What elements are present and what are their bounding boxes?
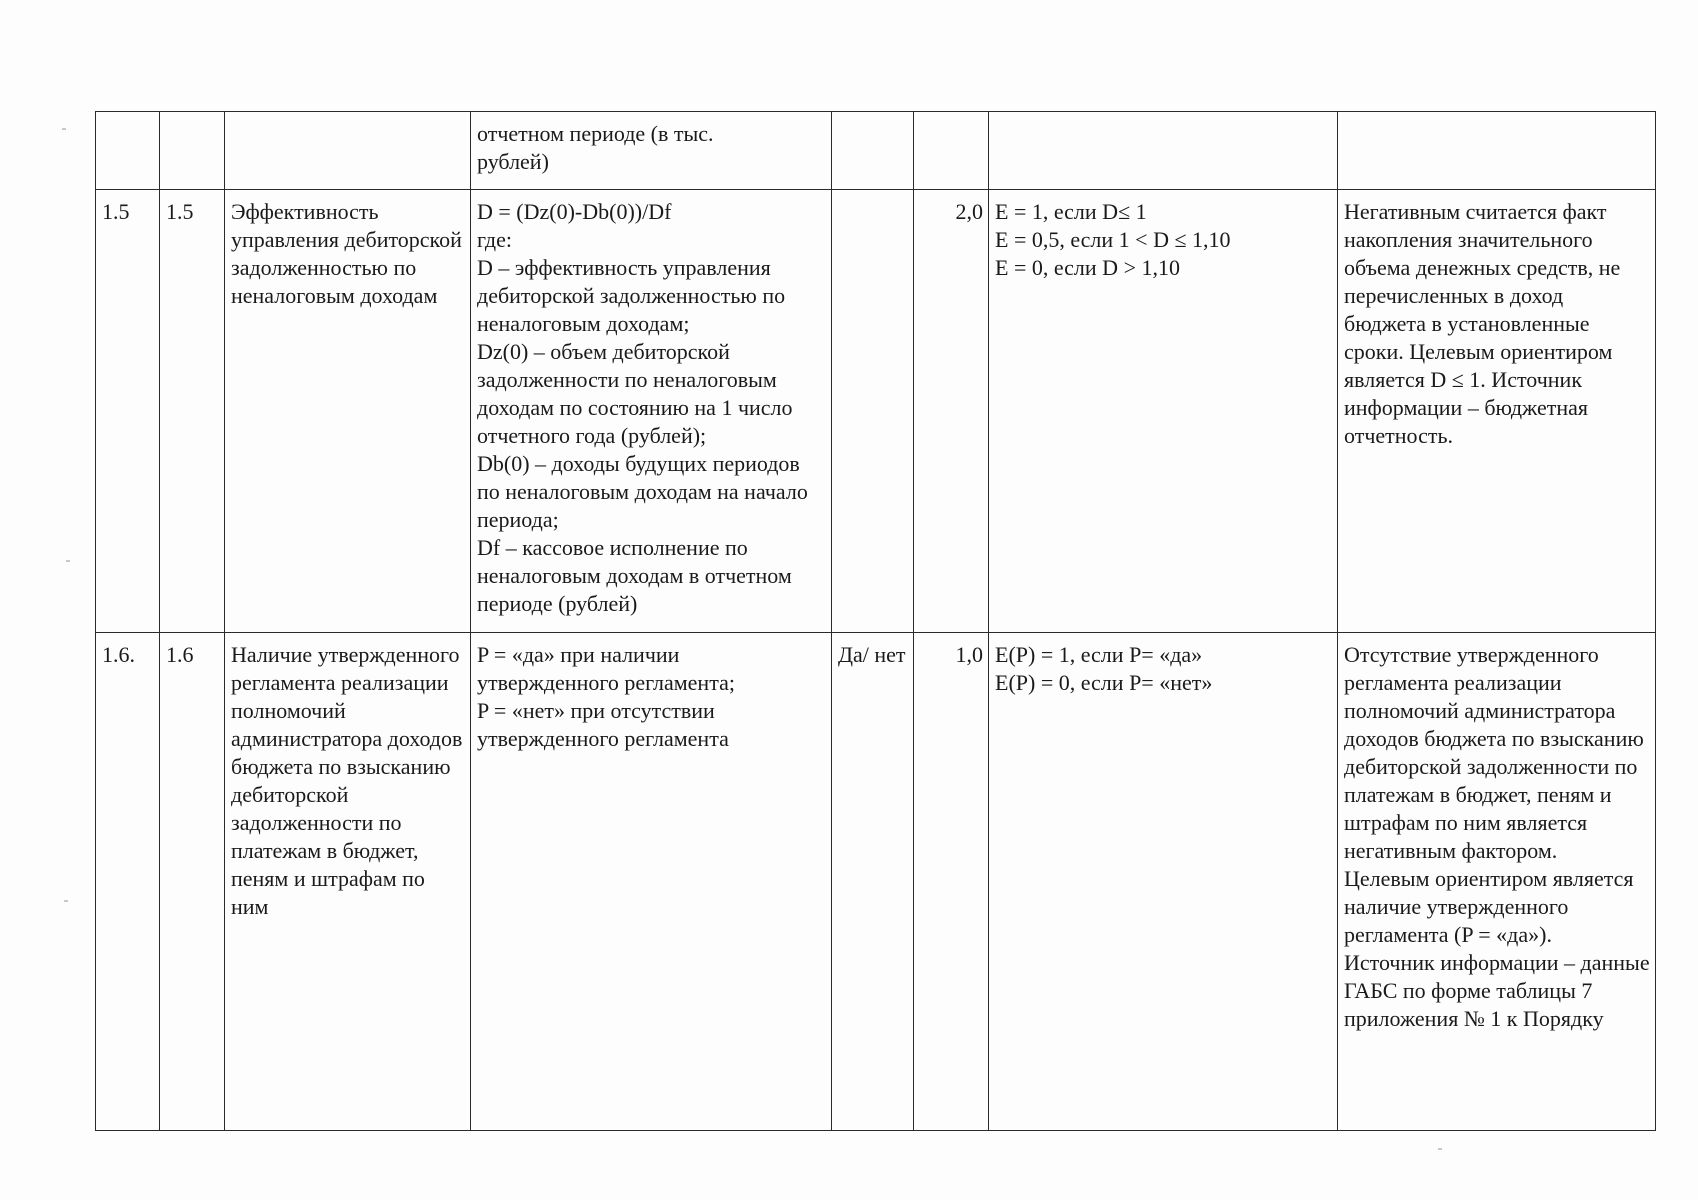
evaluation-cell bbox=[989, 633, 1338, 1131]
formula-line: Dz(0) – объем дебиторской задолженности по неналоговым доходам по состоянию на 1 число отчетного года (рублей); bbox=[477, 339, 793, 448]
formula-line: P = «нет» при отсутствии утвержденного регламента bbox=[477, 698, 729, 751]
formula-line: где: bbox=[477, 227, 512, 252]
scan-speck bbox=[1438, 1148, 1442, 1150]
formula-cell bbox=[471, 190, 832, 633]
formula-line: D = (Dz(0)-Db(0))/Df bbox=[477, 199, 672, 224]
evaluation-line: E(P) = 0, если P= «нет» bbox=[995, 670, 1213, 695]
evaluation-line: E = 0,5, если 1 < D ≤ 1,10 bbox=[995, 227, 1231, 252]
scan-speck bbox=[66, 560, 70, 562]
table-row bbox=[96, 112, 1656, 190]
comment-paragraph: Целевым ориентиром является наличие утвержденного регламента (P = «да»). bbox=[1344, 866, 1634, 947]
formula-line: отчетном периоде (в тыс. bbox=[477, 121, 714, 146]
formula-cell bbox=[471, 112, 832, 190]
indicator-name-cell: Эффективность управления дебиторской задолженностью по неналоговым доходам bbox=[225, 190, 471, 633]
weight-cell: 2,0 bbox=[914, 190, 989, 633]
indicator-code-cell: 1.6 bbox=[160, 633, 225, 1131]
evaluation-line: E(P) = 1, если P= «да» bbox=[995, 642, 1203, 667]
formula-line: D – эффективность управления дебиторской задолженностью по неналоговым доходам; bbox=[477, 255, 786, 336]
formula-cell bbox=[471, 633, 832, 1131]
scan-speck bbox=[62, 128, 66, 130]
indicator-name-cell bbox=[225, 112, 471, 190]
scan-speck bbox=[64, 900, 68, 902]
indicator-name-cell: Наличие утвержденного регламента реализации полномочий администратора доходов бюджета по взысканию дебиторской задолженности по платежам в бюджет, пеням и штрафам по ним bbox=[225, 633, 471, 1131]
comment-paragraph: Источник информации – данные ГАБС по форме таблицы 7 приложения № 1 к Порядку bbox=[1344, 950, 1650, 1031]
indicator-code-cell bbox=[160, 112, 225, 190]
comment-cell bbox=[1338, 112, 1656, 190]
row-number-cell bbox=[96, 112, 160, 190]
row-number-cell: 1.5 bbox=[96, 190, 160, 633]
formula-line: Db(0) – доходы будущих периодов по неналоговым доходам на начало периода; bbox=[477, 451, 808, 532]
evaluation-cell bbox=[989, 112, 1338, 190]
unit-cell: Да/ нет bbox=[832, 633, 914, 1131]
comment-paragraph: Отсутствие утвержденного регламента реализации полномочий администратора доходов бюджета по взысканию дебиторской задолженности по платежам в бюджет, пеням и штрафам по ним является негативным фактором. bbox=[1344, 642, 1644, 863]
comment-cell bbox=[1338, 633, 1656, 1131]
indicator-code-cell: 1.5 bbox=[160, 190, 225, 633]
comment-paragraph: Негативным считается факт накопления значительного объема денежных средств, не перечисленных в доход бюджета в установленные сроки. Целевым ориентиром является D ≤ 1. Источник информации – бюджетная отчетность. bbox=[1344, 199, 1621, 448]
evaluation-line: E = 1, если D≤ 1 bbox=[995, 199, 1147, 224]
evaluation-cell bbox=[989, 190, 1338, 633]
unit-cell bbox=[832, 112, 914, 190]
evaluation-criteria-table bbox=[95, 111, 1656, 1131]
weight-cell bbox=[914, 112, 989, 190]
evaluation-line: E = 0, если D > 1,10 bbox=[995, 255, 1180, 280]
formula-line: Df – кассовое исполнение по неналоговым доходам в отчетном периоде (рублей) bbox=[477, 535, 792, 616]
table-row bbox=[96, 190, 1656, 633]
formula-line: P = «да» при наличии утвержденного регламента; bbox=[477, 642, 735, 695]
weight-cell: 1,0 bbox=[914, 633, 989, 1131]
unit-cell bbox=[832, 190, 914, 633]
table-row bbox=[96, 633, 1656, 1131]
row-number-cell: 1.6. bbox=[96, 633, 160, 1131]
comment-cell bbox=[1338, 190, 1656, 633]
formula-line: рублей) bbox=[477, 149, 549, 174]
